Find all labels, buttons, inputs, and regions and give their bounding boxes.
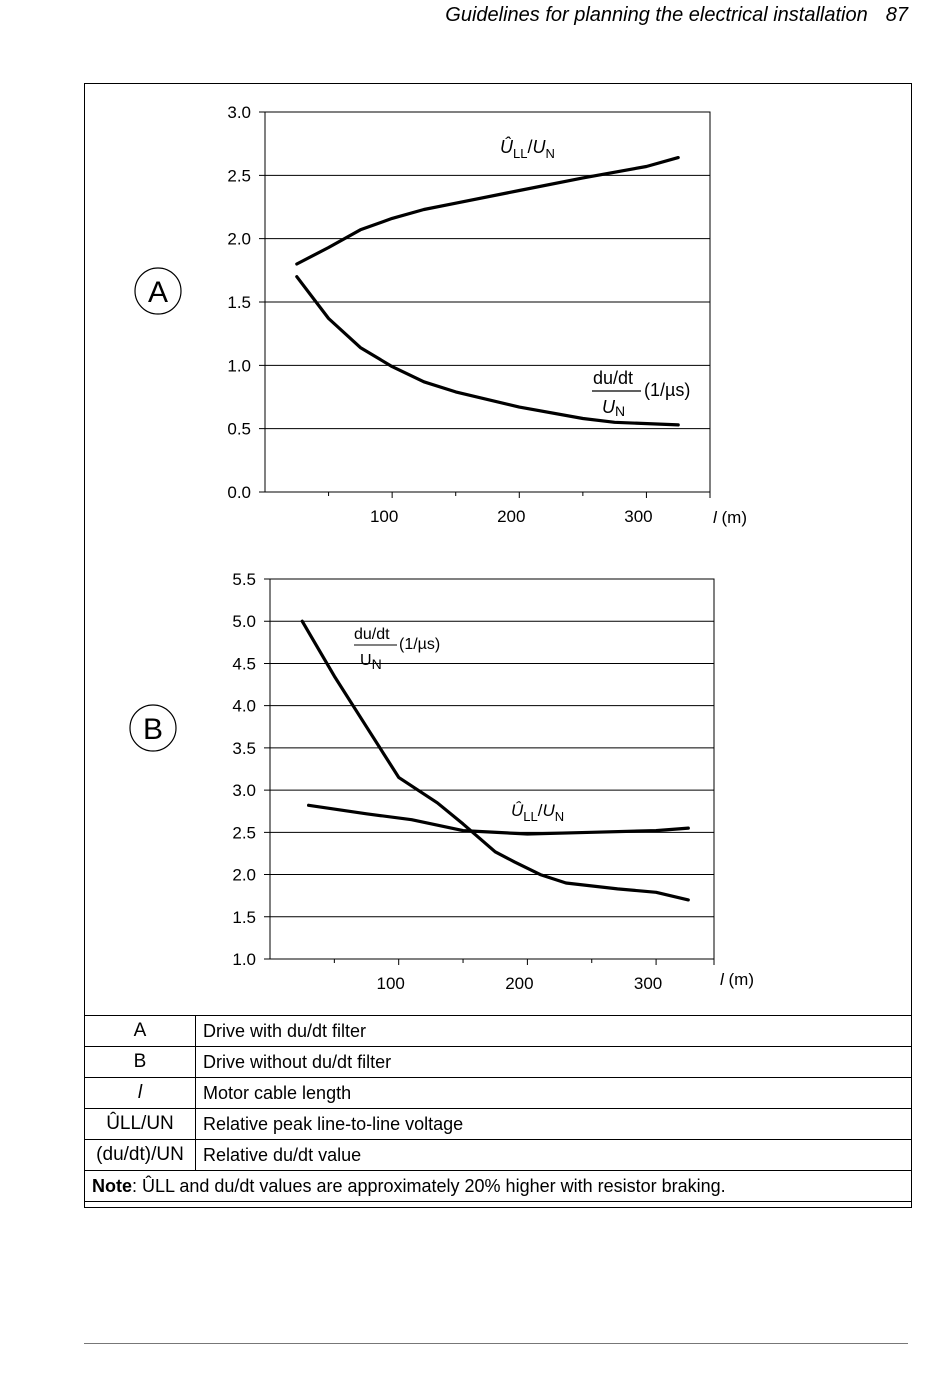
page-header xyxy=(445,4,908,27)
chart-b-xlabel: l (m) xyxy=(720,970,754,989)
chart-a-x-ticks xyxy=(329,492,710,526)
y-tick-label: 2.0 xyxy=(232,865,256,885)
legend-value: Drive with du/dt filter xyxy=(196,1016,912,1047)
table-row xyxy=(85,1140,912,1171)
y-tick-label: 1.0 xyxy=(227,356,251,376)
y-tick-label: 4.0 xyxy=(232,696,256,716)
y-tick-label: 1.5 xyxy=(227,293,251,312)
series-line xyxy=(309,805,689,834)
svg-text:(1/µs): (1/µs) xyxy=(644,380,691,400)
svg-text:UN: UN xyxy=(602,397,626,419)
x-tick-label: 100 xyxy=(369,507,399,526)
legend-value: Drive without du/dt filter xyxy=(196,1047,912,1078)
panel-label-b: B xyxy=(142,713,164,746)
y-tick-label: 4.5 xyxy=(232,654,256,674)
table-row xyxy=(85,1016,912,1047)
legend-key: B xyxy=(85,1047,196,1078)
chart-a-y-ticks xyxy=(227,103,251,502)
y-tick-label: 2.0 xyxy=(227,229,251,249)
note-label: Note xyxy=(92,1175,132,1196)
svg-text:(1/µs): (1/µs) xyxy=(399,636,441,653)
y-tick-label: 2.5 xyxy=(227,166,251,186)
svg-text:du/dt: du/dt xyxy=(593,368,634,388)
table-row xyxy=(85,1047,912,1078)
y-tick-label: 1.0 xyxy=(232,950,256,969)
series-line xyxy=(297,158,678,264)
y-tick-label: 1.5 xyxy=(232,907,256,927)
legend-key: (du/dt)/UN xyxy=(85,1140,196,1171)
chart-b-ull-label: $Û_{LL}/U_N$ xyxy=(511,801,565,824)
charts-svg xyxy=(84,83,912,1013)
header-title: Guidelines for planning the electrical installation xyxy=(445,4,868,26)
legend-key: A xyxy=(85,1016,196,1047)
svg-text:UN: UN xyxy=(360,652,382,672)
y-tick-label: 0.0 xyxy=(227,483,251,502)
note-cell xyxy=(85,1171,912,1202)
legend-value: Relative du/dt value xyxy=(196,1140,912,1171)
y-tick-label: 5.5 xyxy=(232,570,256,589)
chart-b xyxy=(130,570,754,993)
chart-b-y-ticks xyxy=(232,570,256,969)
legend-table xyxy=(84,1015,912,1202)
page-number: 87 xyxy=(885,4,908,26)
y-tick-label: 2.5 xyxy=(232,823,256,843)
footer-rule xyxy=(84,1343,908,1344)
y-tick-label: 0.5 xyxy=(227,419,251,439)
legend-value: Relative peak line-to-line voltage xyxy=(196,1109,912,1140)
x-tick-label: 300 xyxy=(624,507,653,526)
y-tick-label: 3.5 xyxy=(232,738,256,758)
chart-b-grid xyxy=(264,579,714,959)
legend-key: l xyxy=(85,1078,196,1109)
x-tick-label: 100 xyxy=(376,974,405,993)
chart-b-dudt-label xyxy=(354,626,440,672)
x-tick-label: 300 xyxy=(633,974,663,993)
y-tick-label: 3.0 xyxy=(227,103,251,122)
panel-label-a: A xyxy=(147,276,169,309)
table-row xyxy=(85,1109,912,1140)
chart-a-grid xyxy=(259,112,710,492)
y-tick-label: 3.0 xyxy=(232,781,256,801)
legend-value: Motor cable length xyxy=(196,1078,912,1109)
note-text: : ÛLL and du/dt values are approximately 20% higher with resistor braking. xyxy=(132,1175,726,1196)
chart-b-x-ticks xyxy=(334,959,714,993)
svg-text:du/dt: du/dt xyxy=(354,626,390,643)
chart-a-dudt-label xyxy=(592,368,690,419)
legend-key: ÛLL/UN xyxy=(85,1109,196,1140)
table-row xyxy=(85,1078,912,1109)
chart-a-xlabel: l (m) xyxy=(713,508,747,527)
chart-a-ull-label: $Û_{LL}/U_N$ xyxy=(500,137,555,161)
chart-a xyxy=(135,103,747,527)
table-row-note xyxy=(85,1171,912,1202)
x-tick-label: 200 xyxy=(505,974,534,993)
x-tick-label: 200 xyxy=(497,507,526,526)
plot-area xyxy=(270,579,714,959)
y-tick-label: 5.0 xyxy=(232,612,256,632)
